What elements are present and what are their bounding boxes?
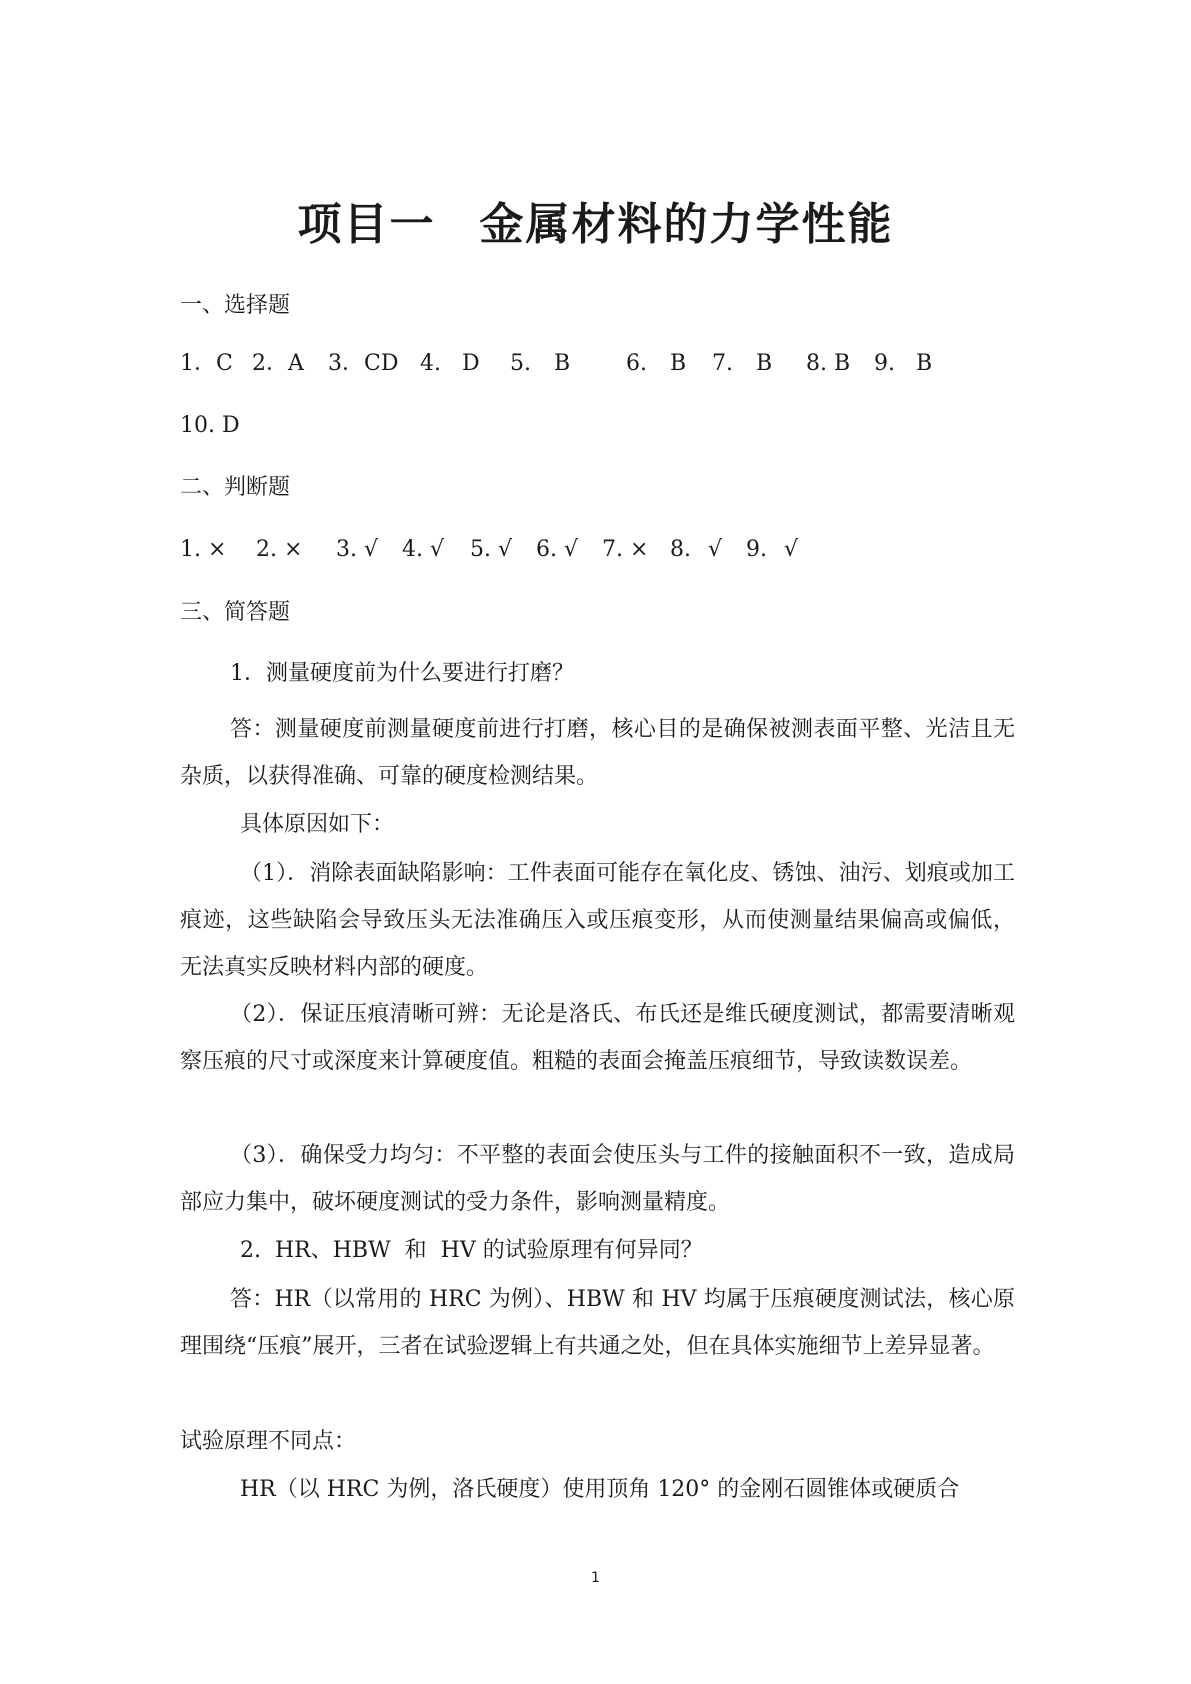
title-project-number: 项目一	[297, 199, 436, 250]
choice-answer: 5.	[510, 351, 531, 376]
judgement-answer: 3. √	[336, 537, 379, 562]
question-1: 1．测量硬度前为什么要进行打磨？	[230, 661, 574, 686]
reason-3: （3）．确保受力均匀：不平整的表面会使压头与工件的接触面积不一致，造成局部应力集中，破坏硬度测试的受力条件，影响测量精度。	[180, 1143, 1015, 1215]
choice-answer: 9.	[874, 351, 895, 376]
judgement-answer: 1. ×	[180, 537, 227, 562]
section-heading-short-answer: 三、简答题	[180, 600, 291, 625]
reason-2: （2）．保证压痕清晰可辨：无论是洛氏、布氏还是维氏硬度测试，都需要清晰观察压痕的尺寸或深度来计算硬度值。粗糙的表面会掩盖压痕细节，导致读数误差。	[180, 1002, 1015, 1074]
section-heading-choice: 一、选择题	[180, 293, 291, 318]
choice-answer: 8. B	[806, 351, 851, 376]
judgement-answer: 7. ×	[602, 537, 649, 562]
judgement-answer: 5. √	[470, 537, 513, 562]
choice-answers-row-2: 10. D	[180, 413, 240, 438]
choice-answer: 2．A	[252, 351, 304, 376]
choice-answer: B	[670, 351, 687, 376]
reason-1: （1）．消除表面缺陷影响：工件表面可能存在氧化皮、锈蚀、油污、划痕或加工痕迹，这些缺陷会导致压头无法准确压入或压痕变形，从而使测量结果偏高或偏低，无法真实反映材料内部的硬度。	[180, 861, 1015, 980]
judgement-answer: 6. √	[536, 537, 579, 562]
choice-answer: D	[462, 351, 480, 376]
reasons-intro: 具体原因如下：	[240, 812, 395, 837]
answer-1: 答：测量硬度前测量硬度前进行打磨，核心目的是确保被测表面平整、光洁且无杂质，以获得准确、可靠的硬度检测结果。	[180, 717, 1015, 789]
page-title	[0, 188, 1191, 252]
question-2: 2. HR、HBW 和 HV 的试验原理有何异同？	[240, 1238, 703, 1263]
differences-heading: 试验原理不同点：	[180, 1429, 357, 1454]
judgement-answer: 2. ×	[256, 537, 303, 562]
choice-answer: 4.	[420, 351, 441, 376]
judgement-answer: 9.	[746, 537, 767, 562]
judgement-answers-row	[180, 535, 1020, 565]
choice-answer: 1．C	[180, 351, 233, 376]
choice-answer: B	[554, 351, 571, 376]
judgement-answer: 4. √	[402, 537, 445, 562]
page-number: 1	[591, 1570, 600, 1586]
choice-answer: 3．CD	[328, 351, 399, 376]
title-topic: 金属材料的力学性能	[479, 199, 894, 250]
judgement-answer: √	[708, 537, 723, 562]
choice-answers-row	[180, 349, 1020, 379]
answer-2: 答：HR（以常用的 HRC 为例）、HBW 和 HV 均属于压痕硬度测试法，核心原理围绕“压痕”展开，三者在试验逻辑上有共通之处，但在具体实施细节上差异显著。	[180, 1287, 1015, 1359]
judgement-answer: √	[784, 537, 799, 562]
choice-answer: 6.	[626, 351, 647, 376]
choice-answer: B	[916, 351, 933, 376]
choice-answer: B	[756, 351, 773, 376]
judgement-answer: 8.	[670, 537, 691, 562]
difference-1: HR（以 HRC 为例，洛氏硬度）使用顶角 120° 的金刚石圆锥体或硬质合	[240, 1477, 960, 1502]
section-heading-judgement: 二、判断题	[180, 475, 291, 500]
choice-answer: 7.	[712, 351, 733, 376]
